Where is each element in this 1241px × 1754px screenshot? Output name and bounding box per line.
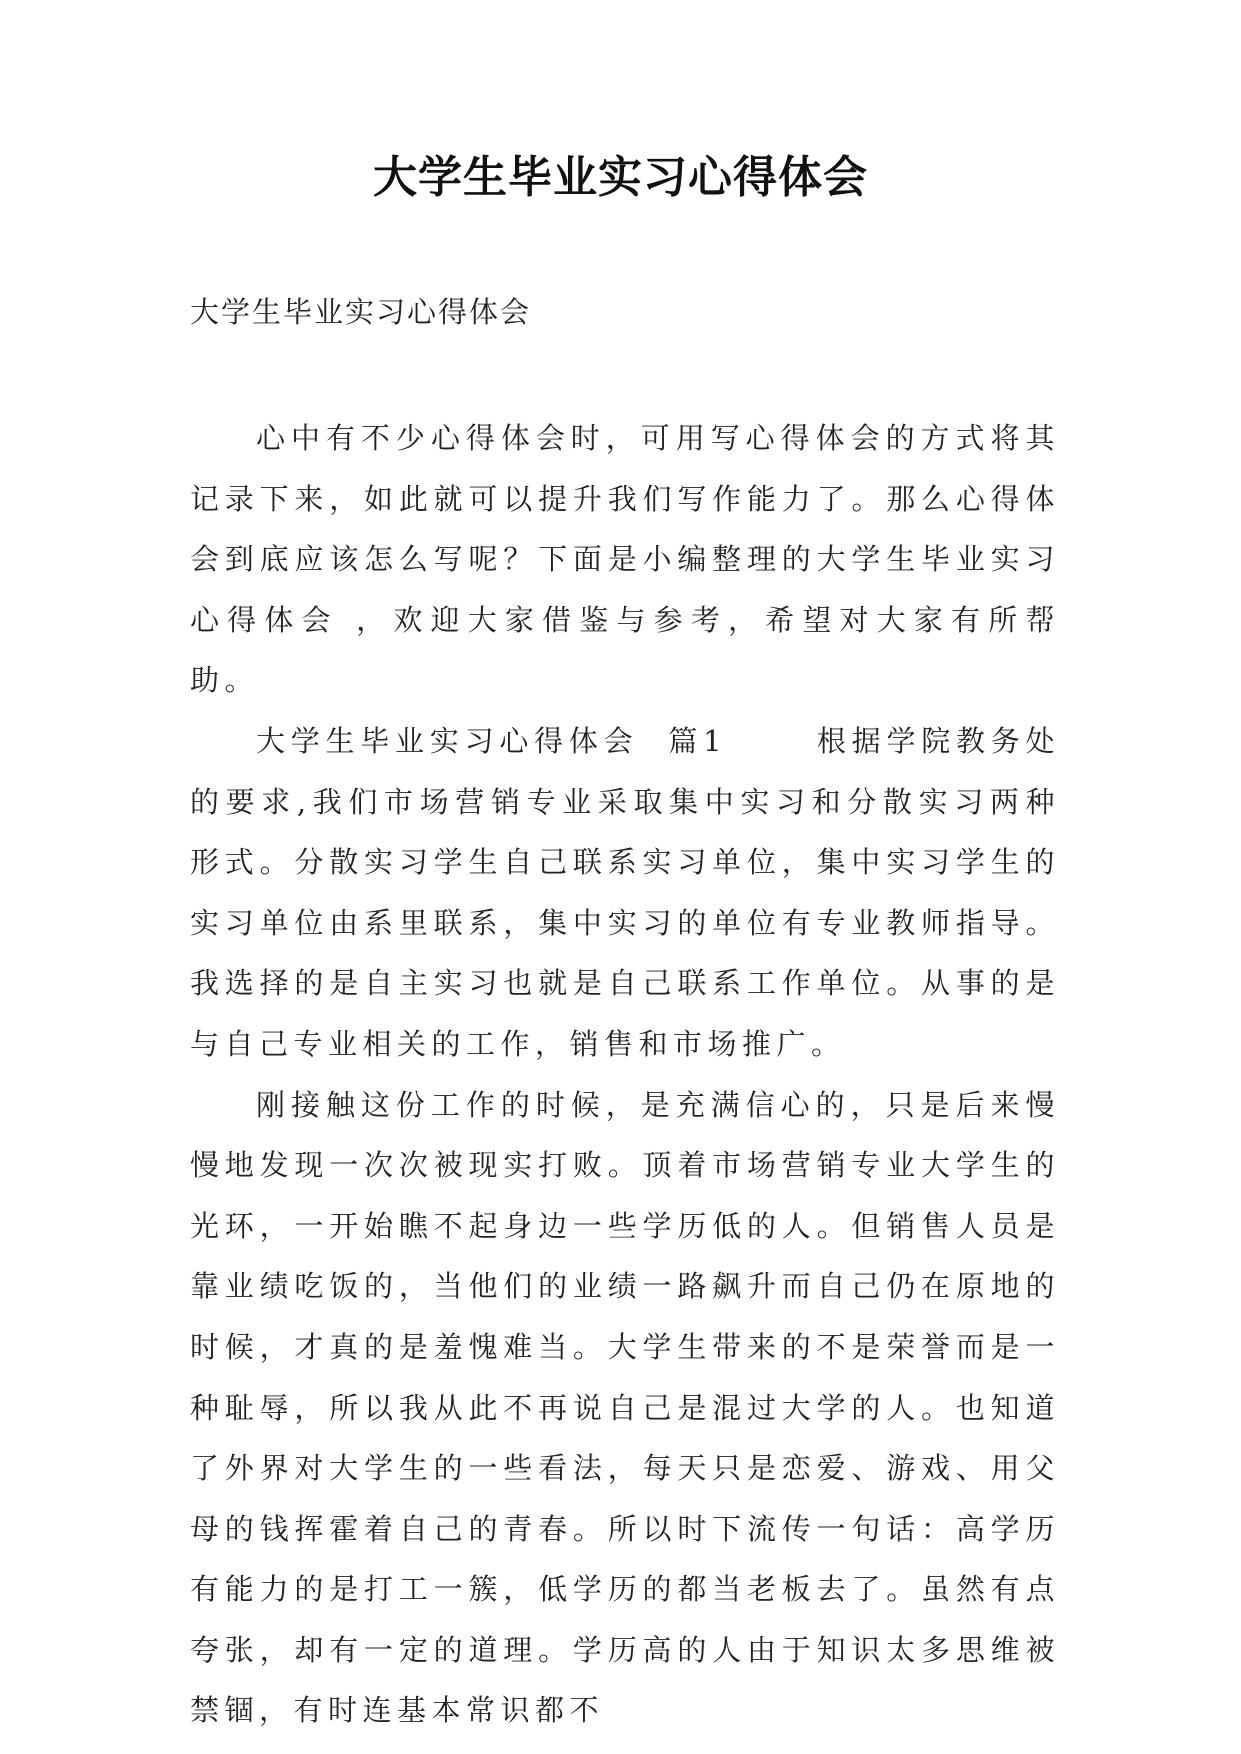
paragraph-section-2: 刚接触这份工作的时候，是充满信心的，只是后来慢慢地发现一次次被现实打败。顶着市场营销专业大学生的光环，一开始瞧不起身边一些学历低的人。但销售人员是靠业绩吃饭的，当他们的业绩一路飙升而自己仍在原地的时候，才真的是羞愧难当。大学生带来的不是荣誉而是一种耻辱，所以我从此不再说自己是混过大学的人。也知道了外界对大学生的一些看法，每天只是恋爱、游戏、用父母的钱挥霍着自己的青春。所以时下流传一句话：高学历有能力的是打工一簇，低学历的都当老板去了。虽然有点夸张，却有一定的道理。学历高的人由于知识太多思维被禁锢，有时连基本常识都不 [190, 1087, 1060, 1728]
document-title: 大学生毕业实习心得体会 [373, 152, 868, 203]
paragraph-section-1: 大学生毕业实习心得体会 篇1 根据学院教务处的要求,我们市场营销专业采取集中实习和分散实习两种形式。分散实习学生自己联系实习单位，集中实习学生的实习单位由系里联系，集中实习的单位有专业教师指导。我选择的是自主实习也就是自己联系工作单位。从事的是与自己专业相关的工作，销售和市场推广。 [190, 723, 1060, 1061]
document-subtitle: 大学生毕业实习心得体会 [190, 295, 532, 329]
document-body [190, 408, 1060, 1741]
paragraph-intro: 心中有不少心得体会时，可用写心得体会的方式将其记录下来，如此就可以提升我们写作能力了。那么心得体会到底应该怎么写呢？下面是小编整理的大学生毕业实习心得体会 ，欢迎大家借鉴与参考，希望对大家有所帮助。 [190, 421, 1060, 698]
